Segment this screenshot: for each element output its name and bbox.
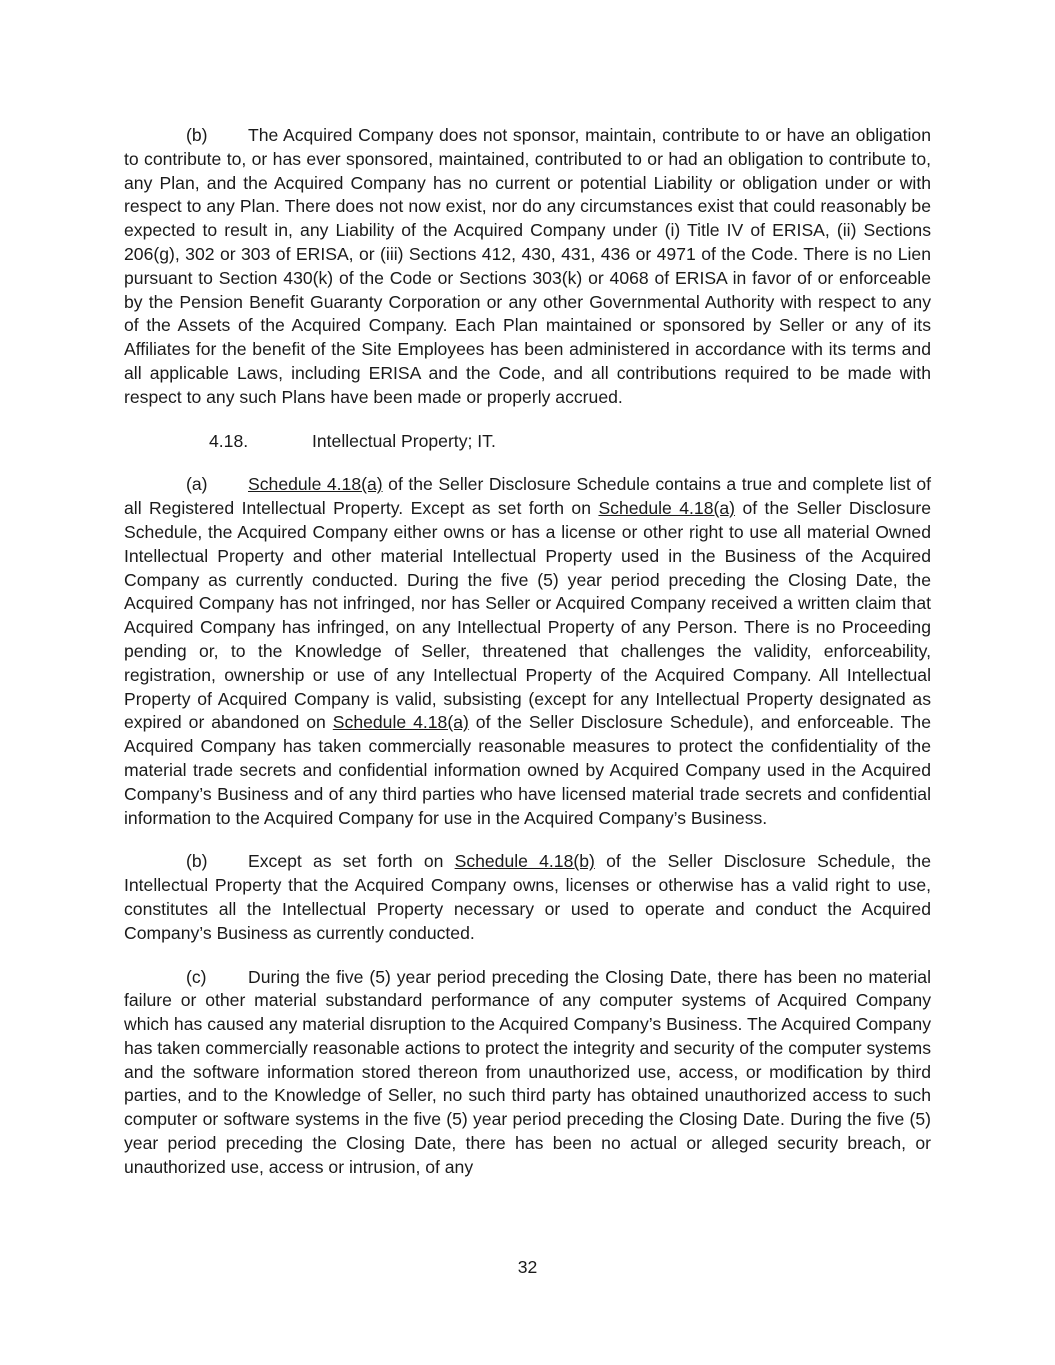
schedule-reference: Schedule 4.18(a): [248, 474, 383, 495]
item-label: (c): [186, 966, 207, 987]
section-heading-4-18: [124, 430, 931, 454]
paragraph-text: of the Seller Disclosure Schedule, the Intellectual Property that the Acquired Company owns, licenses or otherwise has a valid right to use, constitutes all the Intellectual Property necessary or used to operate and conduct the Acquired Company’s Business as currently conducted.: [124, 851, 931, 943]
document-body: [124, 124, 931, 1180]
paragraph-text: of the Seller Disclosure Schedule, the Acquired Company either owns or has a license or other right to use all material Owned Intellectual Property and other material Intellectual Property used in the Business of the Acquired Company as currently conducted. During the five (5) year period preceding the Closing Date, the Acquired Company has not infringed, nor has Seller or Acquired Company received a written claim that Acquired Company has infringed, on any Intellectual Property of any Person. There is no Proceeding pending or, to the Knowledge of Seller, threatened that challenges the validity, enforceability, registration, ownership or use of any Intellectual Property of the Acquired Company. All Intellectual Property of Acquired Company is valid, subsisting (except for any Intellectual Property designated as expired or abandoned on: [124, 498, 931, 733]
paragraph-text: During the five (5) year period preceding the Closing Date, there has been no material failure or other material substandard performance of any computer systems of Acquired Company which has caused any material disruption to the Acquired Company’s Business. The Acquired Company has taken commercially reasonable actions to protect the integrity and security of the computer systems and the software information stored thereon from unauthorized use, access, or modification by third parties, and to the Knowledge of Seller, no such third party has obtained unauthorized access to such computer or software systems in the five (5) year period preceding the Closing Date. During the five (5) year period preceding the Closing Date, there has been no actual or alleged security breach, or unauthorized use, access or intrusion, of any: [124, 966, 931, 1177]
paragraph-4-17-b: [124, 124, 931, 410]
item-label: (b): [186, 125, 208, 145]
paragraph-4-18-c: [124, 966, 931, 1180]
paragraph-4-18-a: [124, 473, 931, 830]
paragraph-text: of the Seller Disclosure Schedule contains a true and complete list of all Registered Intellectual Property. Except as set forth on: [124, 474, 932, 519]
item-label: (b): [186, 851, 208, 872]
schedule-reference: Schedule 4.18(a): [598, 498, 735, 519]
section-title: Intellectual Property; IT.: [312, 430, 496, 451]
item-label: (a): [186, 474, 208, 495]
paragraph-text: of the Seller Disclosure Schedule), and enforceable. The Acquired Company has taken commercially reasonable measures to protect the confidentiality of the material trade secrets and confidential information owned by Acquired Company used in the Acquired Company’s Business and of any third parties who have licensed material trade secrets and confidential information to the Acquired Company for use in the Acquired Company’s Business.: [124, 712, 931, 828]
page-number: 32: [517, 1257, 538, 1277]
section-number: 4.18.: [209, 430, 249, 451]
paragraph-4-18-b: [124, 850, 931, 945]
paragraph-text: Except as set forth on: [248, 851, 455, 872]
schedule-reference: Schedule 4.18(b): [454, 851, 595, 872]
schedule-reference: Schedule 4.18(a): [332, 712, 469, 733]
paragraph-text: The Acquired Company does not sponsor, maintain, contribute to or have an obligation to contribute to, or has ever sponsored, maintained, contributed to or had an obligation to contribute to, any Plan, and the Acquired Company has no current or potential Liability or obligation under or with respect to any Plan. There does not now exist, nor do any circumstances exist that could reasonably be expected to result in, any Liability of the Acquired Company under (i) Title IV of ERISA, (ii) Sections 206(g), 302 or 303 of ERISA, or (iii) Sections 412, 430, 431, 436 or 4971 of the Code. There is no Lien pursuant to Section 430(k) of the Code or Sections 303(k) or 4068 of ERISA in favor of or enforceable by the Pension Benefit Guaranty Corporation or any other Governmental Authority with respect to any of the Assets of the Acquired Company. Each Plan maintained or sponsored by Seller or any of its Affiliates for the benefit of the Site Employees has been administered in accordance with its terms and all applicable Laws, including ERISA and the Code, and all contributions required to be made with respect to any such Plans have been made or properly accrued.: [124, 125, 931, 407]
